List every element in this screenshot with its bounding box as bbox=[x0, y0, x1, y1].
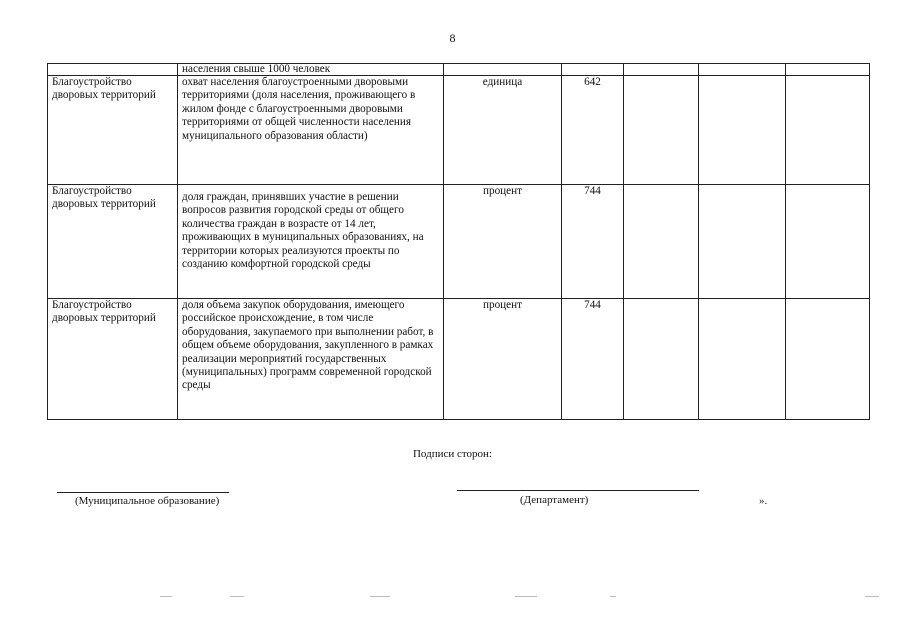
scan-artifacts bbox=[0, 596, 905, 602]
value-cell bbox=[699, 76, 786, 185]
name-cell bbox=[48, 64, 178, 76]
indicator-cell: доля граждан, принявших участие в решении вопросов развития городской среды от общего количества граждан в возрасте от 14 лет, проживающих в муниципальных образованиях, на территории которых реализуются проекты по созданию комфортной городской среды bbox=[178, 185, 444, 299]
indicators-table bbox=[47, 63, 870, 420]
value-cell bbox=[786, 185, 870, 299]
signature-label-left: (Муниципальное образование) bbox=[75, 495, 220, 507]
name-cell: Благоустройство дворовых территорий bbox=[48, 299, 178, 420]
name-cell: Благоустройство дворовых территорий bbox=[48, 185, 178, 299]
signatures-title: Подписи сторон: bbox=[412, 448, 492, 460]
closing-quote-mark: ». bbox=[759, 495, 768, 507]
value-cell bbox=[786, 76, 870, 185]
value-cell bbox=[699, 64, 786, 76]
value-cell bbox=[624, 76, 699, 185]
table-row bbox=[48, 299, 870, 420]
code-cell bbox=[562, 64, 624, 76]
name-cell: Благоустройство дворовых территорий bbox=[48, 76, 178, 185]
value-cell bbox=[786, 299, 870, 420]
table-row bbox=[48, 76, 870, 185]
unit-cell bbox=[444, 64, 562, 76]
unit-cell: процент bbox=[444, 299, 562, 420]
code-cell: 744 bbox=[562, 185, 624, 299]
code-cell: 642 bbox=[562, 76, 624, 185]
code-cell: 744 bbox=[562, 299, 624, 420]
value-cell bbox=[699, 185, 786, 299]
value-cell bbox=[699, 299, 786, 420]
signature-line-left bbox=[57, 492, 229, 493]
indicator-cell: доля объема закупок оборудования, имеющего российское происхождение, в том числе оборудования, закупаемого при выполнении работ, в общем объеме оборудования, закупленного в рамках реализации мероприятий государственных (муниципальных) программ современной городской среды bbox=[178, 299, 444, 420]
value-cell bbox=[624, 299, 699, 420]
unit-cell: единица bbox=[444, 76, 562, 185]
value-cell bbox=[624, 64, 699, 76]
value-cell bbox=[786, 64, 870, 76]
page-number: 8 bbox=[449, 31, 456, 45]
indicator-cell: охват населения благоустроенными дворовыми территориями (доля населения, проживающего в жилом фонде с благоустроенными дворовыми территориями от общей численности населения муниципального образования области) bbox=[178, 76, 444, 185]
table-row bbox=[48, 185, 870, 299]
indicator-cell: населения свыше 1000 человек bbox=[178, 64, 444, 76]
table-row bbox=[48, 64, 870, 76]
unit-cell: процент bbox=[444, 185, 562, 299]
value-cell bbox=[624, 185, 699, 299]
signature-line-right bbox=[457, 490, 699, 491]
signature-label-right: (Департамент) bbox=[520, 494, 589, 506]
